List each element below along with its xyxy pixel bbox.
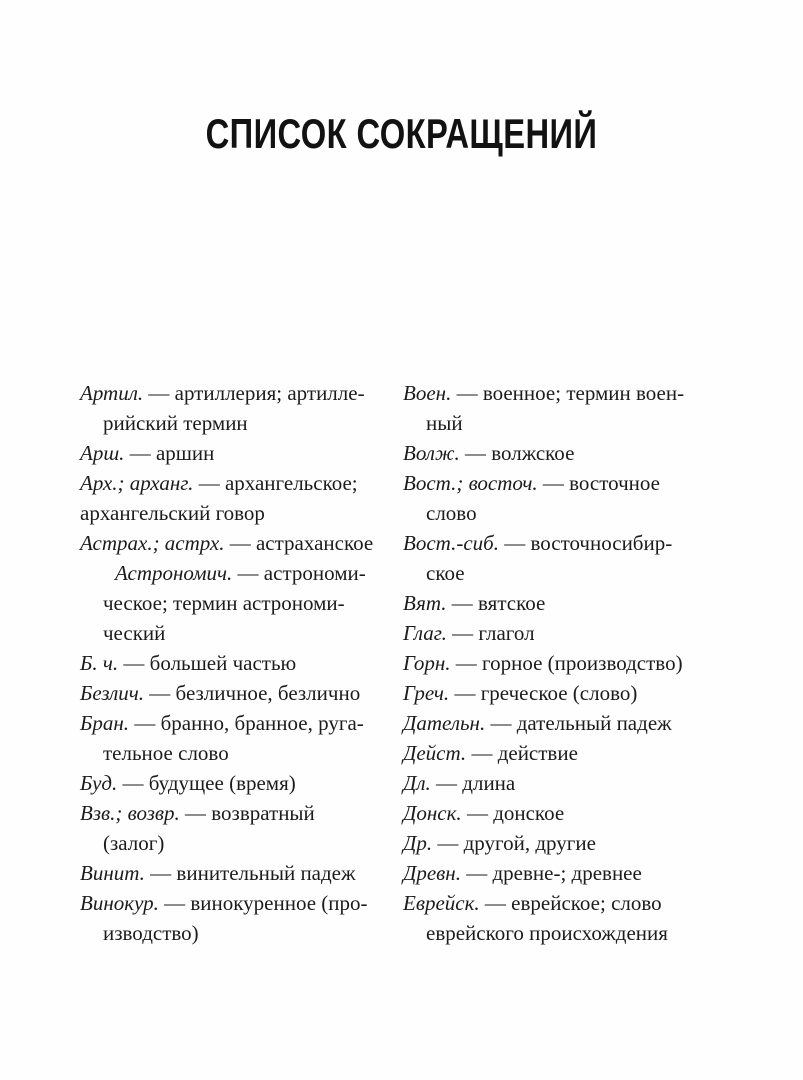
definition-text: — вятское <box>446 591 546 615</box>
definition-text: ный <box>426 411 463 435</box>
definition-text: — действие <box>466 741 578 765</box>
definition-text: — архангельское; <box>193 471 358 495</box>
entry-line <box>403 588 740 618</box>
definition-text: — безличное, безлично <box>144 681 361 705</box>
definition-text: — восточносибир- <box>498 531 673 555</box>
definition-text: — горное (производство) <box>450 651 683 675</box>
definition-text: — винительный падеж <box>144 861 356 885</box>
abbreviation-term: Дательн. <box>403 711 486 735</box>
abbreviation-term: Горн. <box>403 651 451 675</box>
definition-text: — глагол <box>446 621 535 645</box>
entry-line <box>403 468 740 498</box>
abbreviation-term: Дл. <box>403 771 431 795</box>
abbreviation-column-right <box>403 378 740 948</box>
entry-continuation-line <box>403 918 740 948</box>
definition-text: — винокуренное (про- <box>158 891 368 915</box>
abbreviation-term: Глаг. <box>403 621 447 645</box>
definition-text: — будущее (время) <box>117 771 296 795</box>
definition-text: ское <box>426 561 465 585</box>
definition-text: — военное; термин воен- <box>451 381 685 405</box>
abbreviation-term: Волж. <box>403 441 460 465</box>
entry-continuation-line <box>80 408 402 438</box>
abbreviation-term: Винит. <box>80 861 145 885</box>
abbreviation-term: Вост.-сиб. <box>403 531 499 555</box>
definition-text: — бранно, бранное, руга- <box>129 711 364 735</box>
abbreviation-term: Артил. <box>80 381 144 405</box>
entry-line <box>80 768 402 798</box>
entry-line <box>80 468 402 498</box>
definition-text: — дательный падеж <box>485 711 672 735</box>
entry-line <box>403 738 740 768</box>
entry-line <box>403 708 740 738</box>
definition-text: рийский термин <box>103 411 248 435</box>
definition-text: — греческое (слово) <box>449 681 638 705</box>
definition-text: ческий <box>103 621 166 645</box>
definition-text: — возвратный <box>179 801 315 825</box>
entry-line <box>80 378 402 408</box>
entry-line <box>80 798 402 828</box>
entry-line <box>80 558 402 588</box>
entry-line <box>403 798 740 828</box>
entry-line <box>80 858 402 888</box>
entry-continuation-line <box>80 588 402 618</box>
entry-continuation-line <box>403 498 740 528</box>
abbreviation-term: Греч. <box>403 681 450 705</box>
definition-text: — донское <box>461 801 565 825</box>
entry-line <box>80 708 402 738</box>
abbreviation-term: Арш. <box>80 441 125 465</box>
abbreviation-term: Астрах.; астрх. <box>80 531 225 555</box>
entry-continuation-line <box>80 498 402 528</box>
entry-line <box>80 648 402 678</box>
abbreviation-term: Б. ч. <box>80 651 119 675</box>
definition-text: архангельский говор <box>80 501 265 525</box>
abbreviation-term: Астрономич. <box>115 561 233 585</box>
entry-line <box>403 768 740 798</box>
abbreviation-term: Воен. <box>403 381 452 405</box>
definition-text: тельное слово <box>103 741 229 765</box>
abbreviation-term: Древн. <box>403 861 461 885</box>
entry-continuation-line <box>80 918 402 948</box>
abbreviation-term: Др. <box>403 831 433 855</box>
abbreviation-term: Вят. <box>403 591 447 615</box>
abbreviation-term: Вост.; восточ. <box>403 471 538 495</box>
entry-line <box>403 828 740 858</box>
entry-line <box>403 378 740 408</box>
entry-continuation-line <box>80 828 402 858</box>
entry-continuation-line <box>403 558 740 588</box>
entry-line <box>403 618 740 648</box>
abbreviation-term: Донск. <box>403 801 462 825</box>
definition-text: — длина <box>430 771 516 795</box>
definition-text: — артиллерия; артилле- <box>143 381 365 405</box>
entry-line <box>403 858 740 888</box>
abbreviation-term: Взв.; возвр. <box>80 801 180 825</box>
entry-continuation-line <box>80 618 402 648</box>
entry-line <box>80 438 402 468</box>
abbreviation-term: Еврейск. <box>403 891 480 915</box>
entry-line <box>403 438 740 468</box>
entry-continuation-line <box>80 738 402 768</box>
definition-text: — астраханское <box>224 531 374 555</box>
entry-line <box>403 648 740 678</box>
page-title: СПИСОК СОКРАЩЕНИЙ <box>205 110 598 157</box>
entry-line <box>80 888 402 918</box>
definition-text: — аршин <box>124 441 215 465</box>
abbreviation-term: Винокур. <box>80 891 159 915</box>
definition-text: — еврейское; слово <box>479 891 662 915</box>
definition-text: — астрономи- <box>232 561 366 585</box>
definition-text: — восточное <box>537 471 660 495</box>
definition-text: изводство) <box>103 921 199 945</box>
definition-text: (залог) <box>103 831 165 855</box>
definition-text: — волжское <box>459 441 575 465</box>
abbreviation-term: Дейст. <box>403 741 467 765</box>
abbreviation-term: Бран. <box>80 711 130 735</box>
definition-text: ческое; термин астрономи- <box>103 591 345 615</box>
entry-line <box>80 678 402 708</box>
abbreviation-term: Арх.; арханг. <box>80 471 194 495</box>
abbreviation-term: Безлич. <box>80 681 145 705</box>
definition-text: — большей частью <box>118 651 297 675</box>
definition-text: — древне-; древнее <box>460 861 642 885</box>
entry-line <box>80 528 402 558</box>
abbreviation-column-left <box>80 378 402 948</box>
entry-continuation-line <box>403 408 740 438</box>
definition-text: слово <box>426 501 477 525</box>
entry-line <box>403 888 740 918</box>
entry-line <box>403 528 740 558</box>
entry-line <box>403 678 740 708</box>
definition-text: — другой, другие <box>432 831 596 855</box>
abbreviation-term: Буд. <box>80 771 118 795</box>
definition-text: еврейского происхождения <box>426 921 668 945</box>
